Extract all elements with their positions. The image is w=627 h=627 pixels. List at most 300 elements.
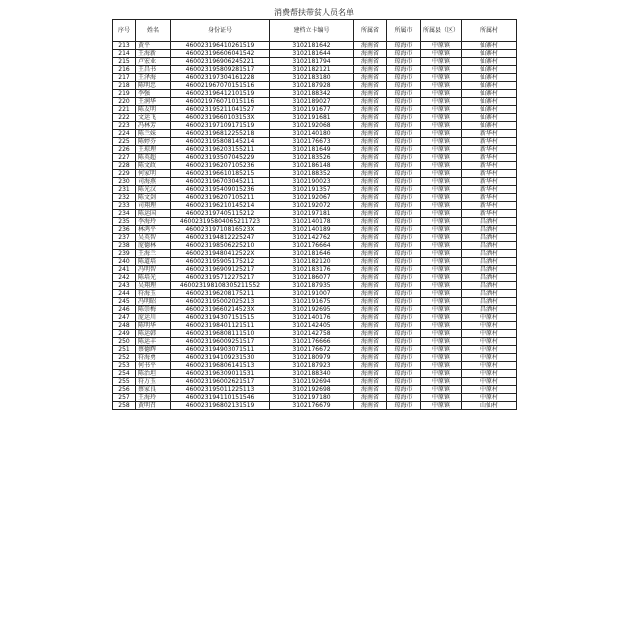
cell-id-number: 460023194307151515: [171, 314, 270, 322]
table-row: [113, 90, 517, 98]
cell-county: 中原镇: [421, 170, 462, 178]
cell-city: 琼海市: [387, 354, 421, 362]
cell-city: 琼海市: [387, 346, 421, 354]
cell-id-number: 46002319660214523X: [171, 306, 270, 314]
table-row: [113, 170, 517, 178]
cell-name: 林鸿平: [136, 226, 171, 234]
cell-city: 琼海市: [387, 290, 421, 298]
cell-village: 昌洒村: [462, 282, 517, 290]
cell-file-number: 3102176672: [270, 346, 354, 354]
cell-id-number: 460023196610185215: [171, 170, 270, 178]
cell-id-number: 460023194110151546: [171, 394, 270, 402]
cell-id-number: 460023196207105236: [171, 162, 270, 170]
cell-county: 中原镇: [421, 50, 462, 58]
cell-index: 254: [113, 370, 136, 378]
cell-county: 中原镇: [421, 162, 462, 170]
cell-file-number: 3102180979: [270, 354, 354, 362]
cell-index: 251: [113, 346, 136, 354]
cell-index: 255: [113, 378, 136, 386]
table-row: [113, 298, 517, 306]
cell-village: 昌洒村: [462, 266, 517, 274]
cell-name: 庞德林: [136, 242, 171, 250]
cell-file-number: 3102140176: [270, 314, 354, 322]
cell-village: 新华村: [462, 202, 517, 210]
cell-index: 233: [113, 202, 136, 210]
cell-name: 符万玉: [136, 378, 171, 386]
table-row: [113, 194, 517, 202]
cell-village: 中原村: [462, 338, 517, 346]
cell-village: 中原村: [462, 322, 517, 330]
table-row: [113, 242, 517, 250]
table-row: [113, 218, 517, 226]
header-name: 姓名: [136, 20, 171, 42]
table-row: [113, 146, 517, 154]
cell-file-number: 3102140180: [270, 130, 354, 138]
cell-city: 琼海市: [387, 74, 421, 82]
cell-village: 中原村: [462, 394, 517, 402]
cell-id-number: 460023196909125217: [171, 266, 270, 274]
cell-name: 陈培光: [136, 274, 171, 282]
cell-village: 中原村: [462, 386, 517, 394]
cell-city: 琼海市: [387, 66, 421, 74]
cell-index: 249: [113, 330, 136, 338]
cell-city: 琼海市: [387, 234, 421, 242]
cell-name: 陈文剑: [136, 194, 171, 202]
cell-name: 陈明华: [136, 322, 171, 330]
document-title: 消费帮扶带贫人员名单: [274, 8, 354, 17]
cell-county: 中原镇: [421, 402, 462, 410]
cell-province: 海南省: [354, 210, 387, 218]
cell-province: 海南省: [354, 378, 387, 386]
cell-file-number: 3102192695: [270, 306, 354, 314]
cell-file-number: 3102197180: [270, 394, 354, 402]
cell-index: 216: [113, 66, 136, 74]
cell-county: 中原镇: [421, 242, 462, 250]
table-row: [113, 314, 517, 322]
cell-village: 昌洒村: [462, 218, 517, 226]
cell-county: 中原镇: [421, 98, 462, 106]
cell-county: 中原镇: [421, 58, 462, 66]
cell-province: 海南省: [354, 146, 387, 154]
table-row: [113, 98, 517, 106]
cell-index: 214: [113, 50, 136, 58]
cell-name: 陈兰妹: [136, 130, 171, 138]
cell-province: 海南省: [354, 50, 387, 58]
cell-province: 海南省: [354, 394, 387, 402]
cell-name: 符海玉: [136, 290, 171, 298]
cell-index: 245: [113, 298, 136, 306]
cell-name: 卢宏业: [136, 58, 171, 66]
cell-village: 仙寨村: [462, 42, 517, 50]
cell-county: 中原镇: [421, 186, 462, 194]
cell-village: 中原村: [462, 378, 517, 386]
cell-village: 新华村: [462, 154, 517, 162]
cell-id-number: 46002319660103153X: [171, 114, 270, 122]
cell-province: 海南省: [354, 154, 387, 162]
cell-province: 海南省: [354, 250, 387, 258]
cell-name: 黄明召: [136, 402, 171, 410]
cell-city: 琼海市: [387, 274, 421, 282]
cell-county: 中原镇: [421, 306, 462, 314]
header-row: [113, 20, 517, 42]
cell-index: 237: [113, 234, 136, 242]
table-row: [113, 330, 517, 338]
cell-city: 琼海市: [387, 314, 421, 322]
cell-index: 257: [113, 394, 136, 402]
cell-file-number: 3102192694: [270, 378, 354, 386]
cell-id-number: 460023195211041527: [171, 106, 270, 114]
cell-village: 仙寨村: [462, 58, 517, 66]
cell-county: 中原镇: [421, 314, 462, 322]
cell-city: 琼海市: [387, 218, 421, 226]
cell-file-number: 3102189027: [270, 98, 354, 106]
cell-index: 232: [113, 194, 136, 202]
cell-city: 琼海市: [387, 178, 421, 186]
cell-file-number: 3102181642: [270, 42, 354, 50]
table-row: [113, 130, 517, 138]
cell-id-number: 460023196309011531: [171, 370, 270, 378]
cell-county: 中原镇: [421, 250, 462, 258]
table-row: [113, 66, 517, 74]
cell-province: 海南省: [354, 122, 387, 130]
cell-file-number: 3102188352: [270, 170, 354, 178]
cell-index: 248: [113, 322, 136, 330]
table-row: [113, 386, 517, 394]
cell-city: 琼海市: [387, 386, 421, 394]
cell-file-number: 3102176666: [270, 338, 354, 346]
header-village: 所属村: [462, 20, 517, 42]
cell-name: 陈友明: [136, 106, 171, 114]
cell-id-number: 460021976071015116: [171, 98, 270, 106]
cell-id-number: 460023197109171519: [171, 122, 270, 130]
cell-county: 中原镇: [421, 202, 462, 210]
cell-index: 234: [113, 210, 136, 218]
cell-county: 中原镇: [421, 114, 462, 122]
cell-province: 海南省: [354, 42, 387, 50]
cell-province: 海南省: [354, 290, 387, 298]
cell-file-number: 3102183176: [270, 266, 354, 274]
cell-county: 中原镇: [421, 370, 462, 378]
cell-id-number: 460023194812225247: [171, 234, 270, 242]
cell-file-number: 3102188340: [270, 370, 354, 378]
table-row: [113, 50, 517, 58]
cell-file-number: 3102188342: [270, 90, 354, 98]
cell-province: 海南省: [354, 330, 387, 338]
cell-index: 222: [113, 114, 136, 122]
cell-province: 海南省: [354, 58, 387, 66]
cell-name: 王海新: [136, 50, 171, 58]
cell-county: 中原镇: [421, 346, 462, 354]
cell-village: 中原村: [462, 354, 517, 362]
cell-file-number: 3102186148: [270, 162, 354, 170]
cell-village: 昌洒村: [462, 306, 517, 314]
cell-name: 陈英超: [136, 154, 171, 162]
cell-name: 陈运韩: [136, 330, 171, 338]
cell-city: 琼海市: [387, 50, 421, 58]
cell-province: 海南省: [354, 226, 387, 234]
cell-name: 吴翔理: [136, 282, 171, 290]
table-row: [113, 58, 517, 66]
cell-province: 海南省: [354, 106, 387, 114]
cell-file-number: 3102187935: [270, 282, 354, 290]
table-row: [113, 258, 517, 266]
table-row: [113, 322, 517, 330]
cell-village: 新华村: [462, 178, 517, 186]
cell-file-number: 3102191681: [270, 114, 354, 122]
cell-county: 中原镇: [421, 258, 462, 266]
cell-file-number: 3102187923: [270, 362, 354, 370]
cell-name: 陈婷芬: [136, 138, 171, 146]
cell-province: 海南省: [354, 282, 387, 290]
cell-file-number: 3102181646: [270, 250, 354, 258]
cell-province: 海南省: [354, 346, 387, 354]
cell-city: 琼海市: [387, 322, 421, 330]
cell-file-number: 3102176673: [270, 138, 354, 146]
cell-file-number: 3102140178: [270, 218, 354, 226]
cell-file-number: 3102181644: [270, 50, 354, 58]
table-row: [113, 154, 517, 162]
cell-id-number: 460023197304161228: [171, 74, 270, 82]
cell-name: 王昌书: [136, 66, 171, 74]
cell-city: 琼海市: [387, 82, 421, 90]
table-row: [113, 122, 517, 130]
cell-county: 中原镇: [421, 330, 462, 338]
cell-province: 海南省: [354, 130, 387, 138]
table-row: [113, 338, 517, 346]
cell-index: 242: [113, 274, 136, 282]
cell-index: 253: [113, 362, 136, 370]
cell-name: 李强: [136, 90, 171, 98]
cell-id-number: 460023196606041542: [171, 50, 270, 58]
cell-id-number: 460023196410261519: [171, 42, 270, 50]
cell-county: 中原镇: [421, 194, 462, 202]
cell-name: 冯林芳: [136, 122, 171, 130]
cell-county: 中原镇: [421, 362, 462, 370]
cell-index: 227: [113, 154, 136, 162]
cell-id-number: 460023196203155211: [171, 146, 270, 154]
cell-city: 琼海市: [387, 106, 421, 114]
cell-county: 中原镇: [421, 82, 462, 90]
cell-city: 琼海市: [387, 202, 421, 210]
table-row: [113, 226, 517, 234]
cell-id-number: 460023196808111510: [171, 330, 270, 338]
cell-city: 琼海市: [387, 378, 421, 386]
cell-index: 241: [113, 266, 136, 274]
cell-province: 海南省: [354, 162, 387, 170]
cell-id-number: 460023195002025213: [171, 298, 270, 306]
cell-city: 琼海市: [387, 122, 421, 130]
cell-city: 琼海市: [387, 250, 421, 258]
cell-county: 中原镇: [421, 298, 462, 306]
cell-name: 陈崇梅: [136, 306, 171, 314]
cell-village: 山仙村: [462, 402, 517, 410]
table-row: [113, 106, 517, 114]
cell-province: 海南省: [354, 234, 387, 242]
cell-index: 223: [113, 122, 136, 130]
cell-index: 250: [113, 338, 136, 346]
cell-index: 213: [113, 42, 136, 50]
cell-city: 琼海市: [387, 226, 421, 234]
cell-file-number: 3102197181: [270, 210, 354, 218]
cell-province: 海南省: [354, 386, 387, 394]
cell-county: 中原镇: [421, 66, 462, 74]
cell-village: 昌洒村: [462, 226, 517, 234]
cell-id-number: 460023196906245221: [171, 58, 270, 66]
cell-name: 庞运川: [136, 314, 171, 322]
cell-name: 蔡家良: [136, 386, 171, 394]
cell-name: 陈道培: [136, 258, 171, 266]
table-row: [113, 234, 517, 242]
cell-name: 何家明: [136, 170, 171, 178]
cell-province: 海南省: [354, 90, 387, 98]
cell-id-number: 460021967070151516: [171, 82, 270, 90]
cell-village: 仙寨村: [462, 114, 517, 122]
cell-index: 231: [113, 186, 136, 194]
cell-village: 新华村: [462, 138, 517, 146]
cell-name: 陈治坦: [136, 370, 171, 378]
cell-name: 蔡德辉: [136, 346, 171, 354]
cell-province: 海南省: [354, 306, 387, 314]
cell-id-number: 460023198506225210: [171, 242, 270, 250]
cell-village: 新华村: [462, 146, 517, 154]
table-row: [113, 138, 517, 146]
cell-name: 陈运丰: [136, 338, 171, 346]
cell-file-number: 3102192068: [270, 122, 354, 130]
cell-village: 仙寨村: [462, 122, 517, 130]
cell-id-number: 460023196210145214: [171, 202, 270, 210]
cell-county: 中原镇: [421, 338, 462, 346]
cell-village: 仙寨村: [462, 98, 517, 106]
table-row: [113, 402, 517, 410]
cell-name: 王琼理: [136, 146, 171, 154]
cell-name: 吴英智: [136, 234, 171, 242]
cell-province: 海南省: [354, 322, 387, 330]
cell-name: 王润华: [136, 98, 171, 106]
cell-id-number: 460023198401121511: [171, 322, 270, 330]
roster-table: [112, 19, 517, 410]
cell-name: 陈光汉: [136, 186, 171, 194]
cell-file-number: 3102140189: [270, 226, 354, 234]
cell-id-number: 46002319710816523X: [171, 226, 270, 234]
cell-index: 225: [113, 138, 136, 146]
header-city: 所属市: [387, 20, 421, 42]
cell-village: 新华村: [462, 130, 517, 138]
cell-province: 海南省: [354, 266, 387, 274]
table-row: [113, 362, 517, 370]
cell-village: 新华村: [462, 194, 517, 202]
cell-city: 琼海市: [387, 114, 421, 122]
cell-province: 海南省: [354, 74, 387, 82]
cell-id-number: 460023194903071511: [171, 346, 270, 354]
table-row: [113, 370, 517, 378]
cell-name: 何书平: [136, 362, 171, 370]
cell-city: 琼海市: [387, 154, 421, 162]
cell-county: 中原镇: [421, 226, 462, 234]
cell-city: 琼海市: [387, 170, 421, 178]
header-id-number: 身份证号: [171, 20, 270, 42]
cell-village: 中原村: [462, 346, 517, 354]
table-row: [113, 282, 517, 290]
cell-city: 琼海市: [387, 146, 421, 154]
cell-index: 226: [113, 146, 136, 154]
table-row: [113, 202, 517, 210]
cell-village: 中原村: [462, 362, 517, 370]
cell-province: 海南省: [354, 178, 387, 186]
cell-city: 琼海市: [387, 242, 421, 250]
cell-index: 235: [113, 218, 136, 226]
cell-province: 海南省: [354, 98, 387, 106]
cell-index: 246: [113, 306, 136, 314]
cell-file-number: 3102190023: [270, 178, 354, 186]
cell-name: 陈文政: [136, 162, 171, 170]
cell-index: 252: [113, 354, 136, 362]
cell-province: 海南省: [354, 314, 387, 322]
cell-file-number: 3102182121: [270, 66, 354, 74]
cell-city: 琼海市: [387, 210, 421, 218]
cell-province: 海南省: [354, 82, 387, 90]
cell-name: 冯明昭: [136, 298, 171, 306]
cell-id-number: 460023196207105211: [171, 194, 270, 202]
cell-city: 琼海市: [387, 402, 421, 410]
cell-id-number: 460023196703045211: [171, 178, 270, 186]
cell-province: 海南省: [354, 138, 387, 146]
cell-file-number: 3102182120: [270, 258, 354, 266]
cell-village: 仙寨村: [462, 66, 517, 74]
cell-id-number: 460023195905175212: [171, 258, 270, 266]
cell-index: 239: [113, 250, 136, 258]
cell-county: 中原镇: [421, 290, 462, 298]
cell-id-number: 460023196802131519: [171, 402, 270, 410]
cell-province: 海南省: [354, 402, 387, 410]
cell-village: 昌洒村: [462, 258, 517, 266]
cell-id-number: 460023193507045229: [171, 154, 270, 162]
cell-county: 中原镇: [421, 138, 462, 146]
cell-city: 琼海市: [387, 330, 421, 338]
document-page: [112, 6, 516, 410]
cell-index: 240: [113, 258, 136, 266]
cell-city: 琼海市: [387, 370, 421, 378]
cell-province: 海南省: [354, 218, 387, 226]
cell-index: 238: [113, 242, 136, 250]
cell-city: 琼海市: [387, 258, 421, 266]
cell-county: 中原镇: [421, 106, 462, 114]
cell-id-number: 460023196009251517: [171, 338, 270, 346]
cell-id-number: 460023197405115212: [171, 210, 270, 218]
cell-file-number: 3102192067: [270, 194, 354, 202]
cell-county: 中原镇: [421, 378, 462, 386]
cell-county: 中原镇: [421, 274, 462, 282]
cell-name: 陈运国: [136, 210, 171, 218]
cell-county: 中原镇: [421, 266, 462, 274]
cell-city: 琼海市: [387, 98, 421, 106]
cell-county: 中原镇: [421, 210, 462, 218]
cell-city: 琼海市: [387, 130, 421, 138]
cell-village: 昌洒村: [462, 242, 517, 250]
cell-village: 中原村: [462, 314, 517, 322]
cell-province: 海南省: [354, 170, 387, 178]
cell-file-number: 3102191357: [270, 186, 354, 194]
cell-name: 李海玲: [136, 218, 171, 226]
cell-file-number: 3102176679: [270, 402, 354, 410]
cell-county: 中原镇: [421, 42, 462, 50]
cell-index: 244: [113, 290, 136, 298]
cell-file-number: 3102191677: [270, 106, 354, 114]
cell-file-number: 3102181649: [270, 146, 354, 154]
table-row: [113, 162, 517, 170]
cell-name: 冯明智: [136, 266, 171, 274]
table-row: [113, 306, 517, 314]
cell-province: 海南省: [354, 202, 387, 210]
